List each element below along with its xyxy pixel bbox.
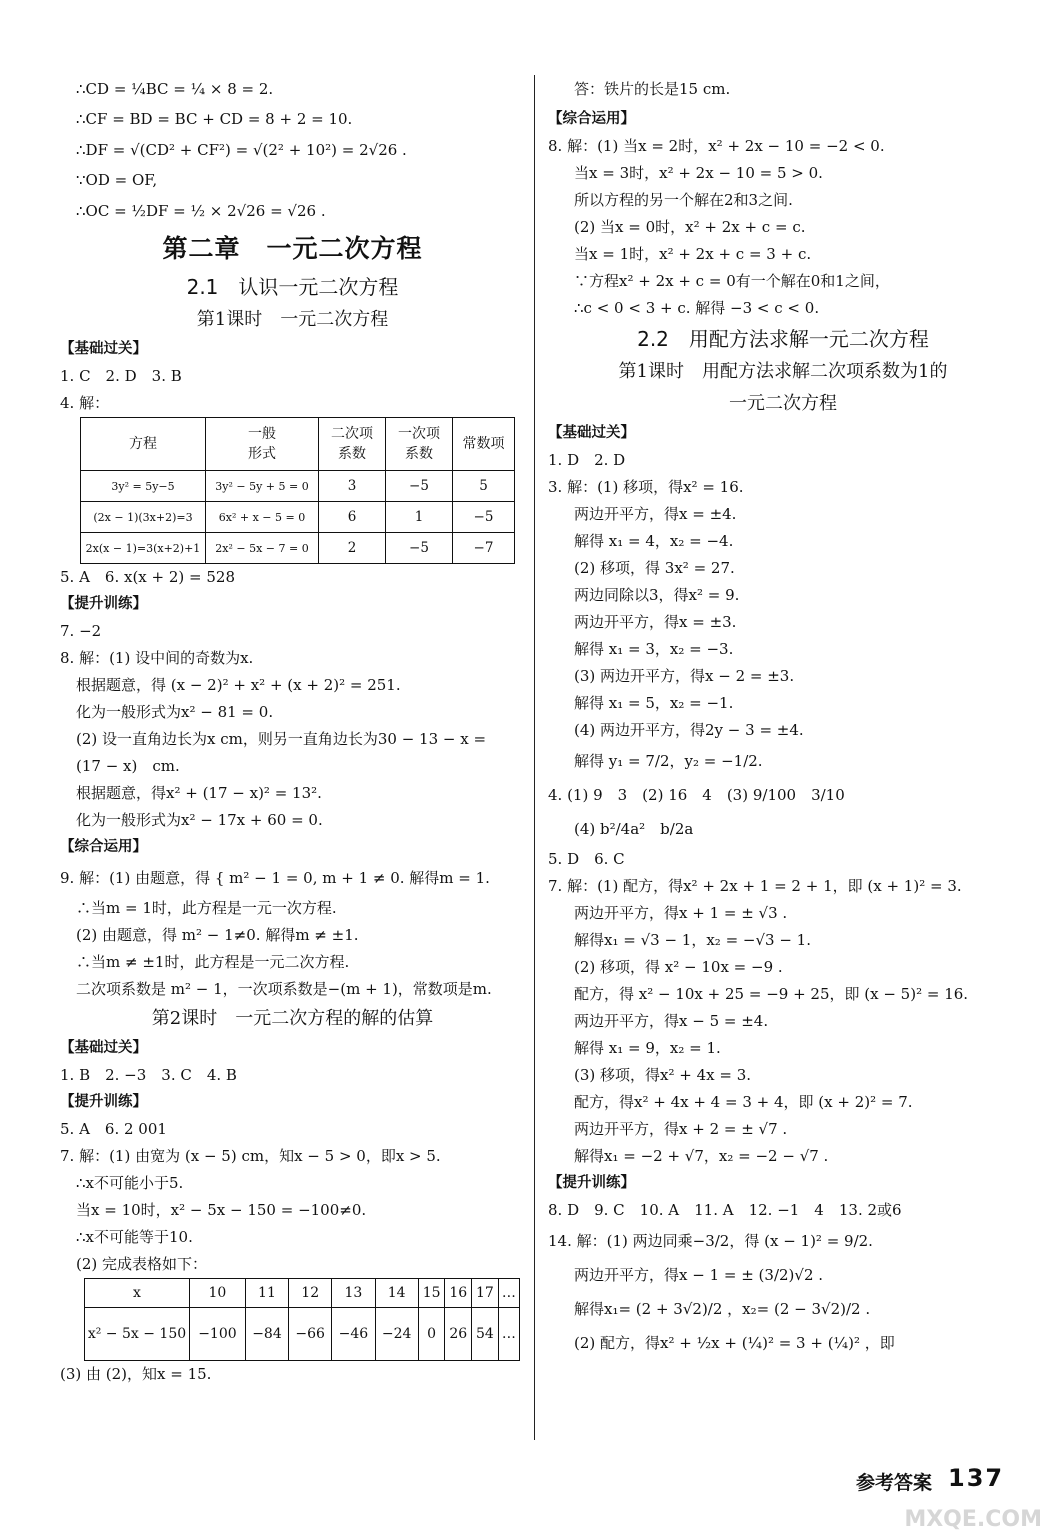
answer-line: 解得 y₁ = 7/2，y₂ = −1/2. [574, 752, 763, 770]
answer-line: ∴当m = 1时，此方程是一元一次方程. [76, 899, 337, 917]
table-row [81, 502, 515, 533]
section-label-basic: 【基础过关】 [60, 1040, 147, 1056]
table-cell: −84 [245, 1308, 288, 1361]
answer-line: (3) 由 (2)，知x = 15. [60, 1365, 212, 1383]
equation-table [80, 417, 515, 564]
answer-line: (2) 移项，得 x² − 10x = −9 . [574, 958, 783, 976]
table-row [81, 471, 515, 502]
answer-line: 7. 解：(1) 配方，得x² + 2x + 1 = 2 + 1，即 (x + 1)² = 3. [548, 877, 962, 895]
answer-line: 1. B 2. −3 3. C 4. B [60, 1066, 237, 1084]
answer-line: 解得x₁= (2 + 3√2)/2 ，x₂= (2 − 3√2)/2 . [574, 1300, 871, 1318]
answer-line: (4) b²/4a² b/2a [574, 820, 694, 838]
answer-line: 两边开平方，得x − 5 = ±4. [574, 1012, 769, 1030]
answer-line: 两边开平方，得x = ±3. [574, 613, 737, 631]
section-label-basic: 【基础过关】 [548, 425, 635, 441]
answer-line: (3) 两边开平方，得x − 2 = ±3. [574, 667, 795, 685]
right-column [548, 72, 1018, 1360]
answer-line: 根据题意，得x² + (17 − x)² = 13². [76, 784, 322, 802]
answer-line: 1. C 2. D 3. B [60, 367, 182, 385]
table-cell: −100 [190, 1308, 246, 1361]
answer-line: ∴c < 0 < 3 + c. 解得 −3 < c < 0. [574, 299, 820, 317]
table-row [85, 1279, 520, 1308]
table-cell: 26 [445, 1308, 472, 1361]
table-cell: −46 [332, 1308, 375, 1361]
table-cell: 2x(x − 1)=3(x+2)+1 [81, 533, 206, 564]
table-cell: x² − 5x − 150 [85, 1308, 190, 1361]
table-cell: −7 [453, 533, 515, 564]
answer-line: (2) 当x = 0时，x² + 2x + c = c. [574, 218, 806, 236]
chapter-title: 第二章 一元二次方程 [162, 234, 423, 263]
section-label-improve: 【提升训练】 [548, 1175, 635, 1191]
table-cell: −24 [375, 1308, 418, 1361]
table-cell: 3y² − 5y + 5 = 0 [206, 471, 319, 502]
table-cell: 13 [332, 1279, 375, 1308]
lesson-title: 第1课时 用配方法求解二次项系数为1的 [618, 361, 948, 382]
answer-line: 两边开平方，得x + 2 = ± √7 . [574, 1120, 788, 1138]
section-label-basic: 【基础过关】 [60, 341, 147, 357]
answer-line: (2) 设一直角边长为x cm，则另一直角边长为30 − 13 − x = [76, 730, 487, 748]
answer-line: ∴DF = √(CD² + CF²) = √(2² + 10²) = 2√26 . [76, 141, 407, 159]
table-cell: 6 [319, 502, 386, 533]
answer-line: 8. 解：(1) 设中间的奇数为x. [60, 649, 254, 667]
table-cell: 6x² + x − 5 = 0 [206, 502, 319, 533]
table-cell: 3 [319, 471, 386, 502]
table-cell: −5 [453, 502, 515, 533]
table-cell: 16 [445, 1279, 472, 1308]
answer-line: 解得 x₁ = 5，x₂ = −1. [574, 694, 734, 712]
answer-line: ∴CD = ¼BC = ¼ × 8 = 2. [76, 80, 274, 98]
answer-line: 当x = 10时，x² − 5x − 150 = −100≠0. [76, 1201, 367, 1219]
table-cell: 11 [245, 1279, 288, 1308]
answer-line: 解得 x₁ = 9，x₂ = 1. [574, 1039, 721, 1057]
table-row [85, 1308, 520, 1361]
answer-line: 9. 解：(1) 由题意，得 { m² − 1 = 0, m + 1 ≠ 0. 解得m = 1. [60, 869, 490, 887]
table-cell: … [498, 1279, 519, 1308]
table-cell: 54 [472, 1308, 499, 1361]
answer-line: 两边开平方，得x − 1 = ± (3/2)√2 . [574, 1266, 824, 1284]
watermark-text: MXQE.COM [904, 1507, 1042, 1532]
table-cell: −5 [386, 533, 453, 564]
answer-line: (2) 由题意，得 m² − 1≠0. 解得m ≠ ±1. [76, 926, 359, 944]
lesson-title: 第1课时 一元二次方程 [196, 309, 389, 330]
lesson-title-cont: 一元二次方程 [729, 393, 837, 414]
table-cell: 3y² = 5y−5 [81, 471, 206, 502]
answer-line: ∵方程x² + 2x + c = 0有一个解在0和1之间， [574, 272, 890, 290]
answer-line: 两边开平方，得x + 1 = ± √3 . [574, 904, 788, 922]
section-label-improve: 【提升训练】 [60, 596, 147, 612]
table-cell: 0 [418, 1308, 445, 1361]
table-cell: 17 [472, 1279, 499, 1308]
answer-line: 7. 解：(1) 由宽为 (x − 5) cm，知x − 5 > 0，即x > 5. [60, 1147, 441, 1165]
answer-line: 解得 x₁ = 4，x₂ = −4. [574, 532, 734, 550]
answer-line: 化为一般形式为x² − 17x + 60 = 0. [76, 811, 323, 829]
table-header-cell: 一般 形式 [206, 418, 319, 471]
answer-line: 1. D 2. D [548, 451, 626, 469]
answer-line: (2) 配方，得x² + ½x + (¼)² = 3 + (¼)² ，即 [574, 1334, 895, 1352]
answer-line: (4) 两边开平方，得2y − 3 = ±4. [574, 721, 804, 739]
answer-line: (2) 完成表格如下： [76, 1255, 208, 1273]
footer-label: 参考答案 [856, 1472, 933, 1494]
table-cell: 12 [289, 1279, 332, 1308]
table-cell: −66 [289, 1308, 332, 1361]
table-cell: −5 [386, 471, 453, 502]
table-cell: 10 [190, 1279, 246, 1308]
answer-line: 7. −2 [60, 622, 102, 640]
answer-line: 二次项系数是 m² − 1，一次项系数是−(m + 1)，常数项是m. [76, 980, 492, 998]
answer-line: 4. (1) 9 3 (2) 16 4 (3) 9/100 3/10 [548, 786, 845, 804]
table-cell: … [498, 1308, 519, 1361]
table-cell: 15 [418, 1279, 445, 1308]
table-header-cell: 二次项 系数 [319, 418, 386, 471]
table-cell: 2x² − 5x − 7 = 0 [206, 533, 319, 564]
left-column [60, 72, 525, 1388]
answer-line: (2) 移项，得 3x² = 27. [574, 559, 735, 577]
section-title: 2.2 用配方法求解一元二次方程 [637, 327, 929, 351]
table-cell: 14 [375, 1279, 418, 1308]
answer-line: 化为一般形式为x² − 81 = 0. [76, 703, 274, 721]
watermark-logo [862, 1480, 1046, 1532]
column-divider [534, 75, 535, 1440]
table-cell: 1 [386, 502, 453, 533]
answer-line: ∴x不可能小于5. [76, 1174, 184, 1192]
answer-line: ∴OC = ½DF = ½ × 2√26 = √26 . [76, 202, 326, 220]
table-cell: (2x − 1)(3x+2)=3 [81, 502, 206, 533]
answer-line: 8. D 9. C 10. A 11. A 12. −1 4 13. 2或6 [548, 1201, 902, 1219]
answer-line: (3) 移项，得x² + 4x = 3. [574, 1066, 752, 1084]
answer-line: 当x = 3时，x² + 2x − 10 = 5 > 0. [574, 164, 823, 182]
answer-line: 所以方程的另一个解在2和3之间. [574, 191, 793, 209]
answer-line: 两边同除以3，得x² = 9. [574, 586, 740, 604]
answer-line: (17 − x) cm. [76, 757, 180, 775]
section-label-improve: 【提升训练】 [60, 1094, 147, 1110]
answer-line: 3. 解：(1) 移项，得x² = 16. [548, 478, 744, 496]
answer-line: ∴当m ≠ ±1时，此方程是一元二次方程. [76, 953, 350, 971]
table-header-cell: 方程 [81, 418, 206, 471]
answer-line: 5. D 6. C [548, 850, 625, 868]
section-label-comprehensive: 【综合运用】 [548, 111, 635, 127]
value-table [84, 1278, 520, 1361]
table-header-row [81, 418, 515, 471]
table-cell: 2 [319, 533, 386, 564]
lesson-title: 第2课时 一元二次方程的解的估算 [151, 1008, 434, 1029]
table-header-cell: 常数项 [453, 418, 515, 471]
section-title: 2.1 认识一元二次方程 [186, 275, 399, 299]
answer-line: 答：铁片的长是15 cm. [574, 80, 731, 98]
answer-line: 14. 解：(1) 两边同乘−3/2，得 (x − 1)² = 9/2. [548, 1232, 873, 1250]
table-cell: x [85, 1279, 190, 1308]
answer-line: 根据题意，得 (x − 2)² + x² + (x + 2)² = 251. [76, 676, 401, 694]
answer-line: 配方，得 x² − 10x + 25 = −9 + 25，即 (x − 5)² = 16. [574, 985, 969, 1003]
answer-line: 当x = 1时，x² + 2x + c = 3 + c. [574, 245, 812, 263]
section-label-comprehensive: 【综合运用】 [60, 839, 147, 855]
answer-line: 解得 x₁ = 3，x₂ = −3. [574, 640, 734, 658]
table-header-cell: 一次项 系数 [386, 418, 453, 471]
answer-line: 配方，得x² + 4x + 4 = 3 + 4，即 (x + 2)² = 7. [574, 1093, 913, 1111]
page-number: 137 [948, 1464, 1005, 1492]
answer-line: 5. A 6. 2 001 [60, 1120, 167, 1138]
answer-line: 4. 解： [60, 394, 110, 412]
table-row [81, 533, 515, 564]
table-cell: 5 [453, 471, 515, 502]
answer-line: 5. A 6. x(x + 2) = 528 [60, 568, 235, 586]
answer-line: ∴CF = BD = BC + CD = 8 + 2 = 10. [76, 110, 353, 128]
answer-line: 解得x₁ = √3 − 1，x₂ = −√3 − 1. [574, 931, 811, 949]
answer-line: 解得x₁ = −2 + √7，x₂ = −2 − √7 . [574, 1147, 829, 1165]
answer-line: ∴x不可能等于10. [76, 1228, 193, 1246]
answer-line: 8. 解：(1) 当x = 2时，x² + 2x − 10 = −2 < 0. [548, 137, 885, 155]
answer-line: ∵OD = OF, [76, 171, 158, 189]
answer-line: 两边开平方，得x = ±4. [574, 505, 737, 523]
